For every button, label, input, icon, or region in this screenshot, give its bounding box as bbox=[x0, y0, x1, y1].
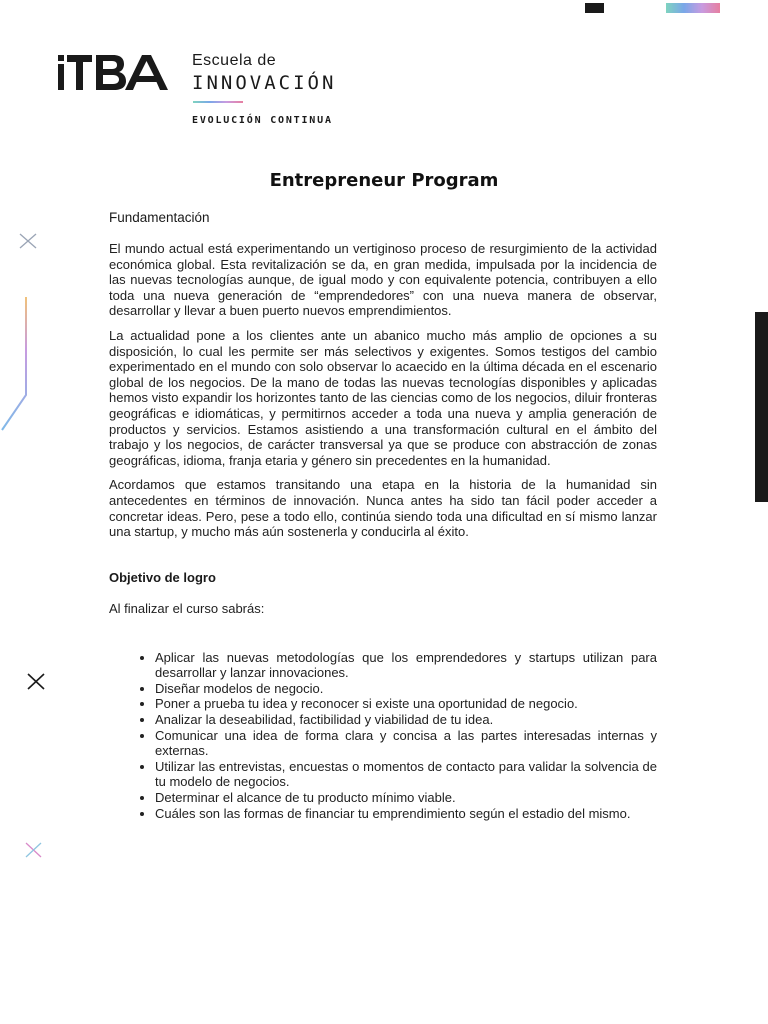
document-body bbox=[109, 210, 657, 821]
objectives-intro: Al finalizar el curso sabrás: bbox=[109, 600, 265, 616]
list-item: • Poner a prueba tu idea y reconocer si existe una oportunidad de negocio. bbox=[155, 696, 657, 712]
section-heading-fundamentacion: Fundamentación bbox=[109, 210, 210, 225]
paragraph-2: La actualidad pone a los clientes ante un abanico mucho más amplio de opciones a su disposición, lo cual les permite ser más selectivos y exigentes. Somos testigos del cambio experimentado en el mundo con solo observar lo acaecido en la última década en el escenario global de los negocios. De la mano de todas las nuevas tecnologías disponibles y aplicadas hemos visto expandir los horizontes tanto de las ciencias como de los negocios, diluir fronteras geográficas e idiomáticas, y permitirnos acceder a toda una nueva y amplia generación de productos y servicios. Estamos asistiendo a una transformación cultural en el ámbito del trabajo y los negocios, de carácter transversal ya que se produce con abstracción de zonas geográficas, idioma, franja etaria y género sin precedentes en la humanidad. bbox=[109, 327, 657, 468]
list-item: • Aplicar las nuevas metodologías que los emprendedores y startups utilizan para desarrollar y lanzar innovaciones. bbox=[155, 650, 657, 681]
list-item: • Diseñar modelos de negocio. bbox=[155, 681, 657, 697]
decor-x-icon-2 bbox=[27, 673, 45, 690]
logo-gradient-underline bbox=[193, 101, 243, 103]
itba-logo bbox=[58, 52, 170, 92]
list-item: • Determinar el alcance de tu producto mínimo viable. bbox=[155, 790, 657, 806]
document-title: Entrepreneur Program bbox=[269, 170, 499, 191]
section-heading-objetivo: Objetivo de logro bbox=[109, 569, 216, 585]
decor-gradient-line-icon bbox=[0, 295, 30, 435]
list-item: • Comunicar una idea de forma clara y concisa a las partes interesadas internas y externas. bbox=[155, 728, 657, 759]
tagline: EVOLUCIÓN CONTINUA bbox=[192, 115, 333, 126]
decor-x-icon-3 bbox=[25, 842, 42, 858]
list-item: • Cuáles son las formas de financiar tu emprendimiento según el estadio del mismo. bbox=[155, 806, 657, 822]
paragraph-1: El mundo actual está experimentando un vertiginoso proceso de resurgimiento de la actividad económica global. Esta revitalización se da, en gran medida, impulsada por la incidencia de las nuevas tecnologías aunque, de igual modo y con equivalente potencia, contribuyen a ello toda una nueva generación de “emprendedores” con una nueva manera de observar, desarrollar y llevar a buen puerto nuevos emprendimientos. bbox=[109, 241, 657, 319]
school-line1: Escuela de bbox=[192, 52, 277, 69]
top-black-bar bbox=[585, 3, 604, 13]
list-item: • Utilizar las entrevistas, encuestas o momentos de contacto para validar la solvencia de tu modelo de negocios. bbox=[155, 759, 657, 790]
right-edge-bar bbox=[755, 312, 768, 502]
school-line2: INNOVACIÓN bbox=[192, 72, 337, 94]
top-gradient-bar bbox=[666, 3, 720, 13]
paragraph-3: Acordamos que estamos transitando una etapa en la historia de la humanidad sin antecedentes en términos de innovación. Nunca antes ha sido tan fácil poder acceder a concretar ideas. Pero, pese a todo ello, continúa siendo toda una dificultad en sí mismo lanzar una startup, y mucho más aún sostenerla y conducirla al éxito. bbox=[109, 477, 657, 540]
objectives-list bbox=[109, 650, 657, 822]
list-item: • Analizar la deseabilidad, factibilidad y viabilidad de tu idea. bbox=[155, 712, 657, 728]
decor-x-icon-1 bbox=[19, 233, 37, 249]
